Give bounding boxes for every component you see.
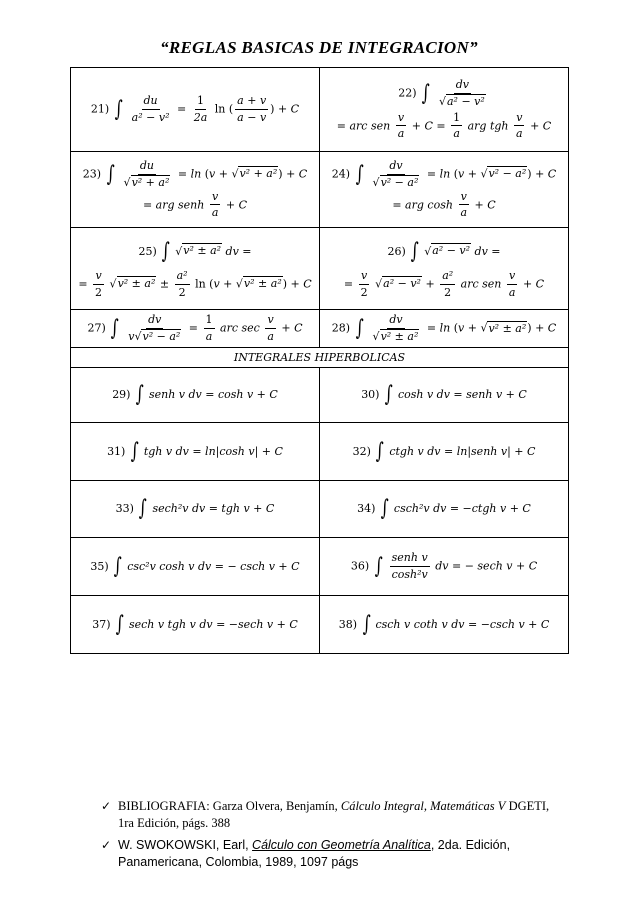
formula-32: 32) ∫ ctgh v dv = ln|senh v| + C [320,423,569,481]
integral-sign-icon: ∫ [376,438,385,464]
page-title: “REGLAS BASICAS DE INTEGRACION” [160,38,478,57]
integral-sign-icon: ∫ [355,161,364,187]
integral-sign-icon: ∫ [111,315,120,341]
formula-24: 24) ∫ $\frac{dv}{\text{√v² − a²}}$ = ln (v + √v² − a²) + C = arg cosh $\frac{v}{a}$ + C [320,152,569,228]
integral-sign-icon: ∫ [380,496,389,522]
integral-sign-icon: ∫ [421,80,430,106]
integral-sign-icon: ∫ [139,496,148,522]
formula-28: 28) ∫ $\frac{dv}{\text{√v² ± a²}}$ = ln (v + √v² ± a²) + C [320,310,569,348]
section-heading: INTEGRALES HIPERBOLICAS [71,348,569,368]
formula-26: 26) ∫ √a² − v² dv = = $\frac{v}{2}$ √a² − v² + $\frac{\text{a²}}{2}$ arc sen $\frac{v}{a}$ + C [320,228,569,310]
formula-29: 29) ∫ senh v dv = cosh v + C [71,368,320,423]
table-row [71,538,569,596]
table-row [71,368,569,423]
table-row [71,310,569,348]
integral-sign-icon: ∫ [106,161,115,187]
table-row [71,481,569,538]
formula-31: 31) ∫ tgh v dv = ln|cosh v| + C [71,423,320,481]
table-row [71,596,569,654]
integral-sign-icon: ∫ [161,238,170,264]
integral-sign-icon: ∫ [384,382,393,408]
integration-rules-table [70,67,569,654]
integral-sign-icon: ∫ [410,238,419,264]
table-row [71,423,569,481]
formula-23: 23) ∫ $\frac{du}{\text{√v² + a²}}$ = ln (v + √v² + a²) + C = arg senh $\frac{v}{a}$ + C [71,152,320,228]
integral-sign-icon: ∫ [374,553,383,579]
table-row [71,228,569,310]
formula-21: 21) ∫ $\frac{du}{\text{a² − v²}}$ = $\frac{1}{2a}$ ln ( $\frac{a + v}{a - v}$ ) + C [71,68,320,152]
bibliography-item-1: ✓ BIBLIOGRAFIA: Garza Olvera, Benjamín, Cálculo Integral, Matemáticas V DGETI, 1ra Edición, págs. 388 [101,799,550,830]
formula-37: 37) ∫ sech v tgh v dv = −sech v + C [71,596,320,654]
formula-27: 27) ∫ $\frac{dv}{\text{v√v² − a²}}$ = $\frac{1}{a}$ arc sec $\frac{v}{a}$ + C [71,310,320,348]
table-row [71,68,569,152]
checkmark-icon: ✓ [101,799,112,813]
formula-34: 34) ∫ csch²v dv = −ctgh v + C [320,481,569,538]
checkmark-icon: ✓ [101,838,112,852]
integral-sign-icon: ∫ [115,611,124,637]
integral-sign-icon: ∫ [135,382,144,408]
formula-35: 35) ∫ csc²v cosh v dv = − csch v + C [71,538,320,596]
integral-sign-icon: ∫ [114,96,123,122]
formula-22: 22) ∫ $\frac{dv}{\text{√a² − v²}}$ = arc sen $\frac{v}{a}$ + C = $\frac{1}{a}$ arg tgh $\frac{v}{a}$ + C [320,68,569,152]
integral-sign-icon: ∫ [355,315,364,341]
formula-25: 25) ∫ √v² ± a² dv = = $\frac{v}{2}$ √v² ± a² ± $\frac{\text{a²}}{2}$ ln (v + √v² ± a²) + C [71,228,320,310]
table-row [71,348,569,368]
formula-33: 33) ∫ sech²v dv = tgh v + C [71,481,320,538]
integral-sign-icon: ∫ [113,553,122,579]
bibliography-item-2: ✓ W. SWOKOWSKI, Earl, Cálculo con Geometría Analítica, 2da. Edición, Panamericana, Colombia, 1989, 1097 págs [101,838,511,869]
formula-36: 36) ∫ $\frac{\text{senh v}}{\text{cosh²v}}$ dv = − sech v + C [320,538,569,596]
table-row [71,152,569,228]
integral-sign-icon: ∫ [130,438,139,464]
formula-30: 30) ∫ cosh v dv = senh v + C [320,368,569,423]
integral-sign-icon: ∫ [362,611,371,637]
formula-38: 38) ∫ csch v coth v dv = −csch v + C [320,596,569,654]
